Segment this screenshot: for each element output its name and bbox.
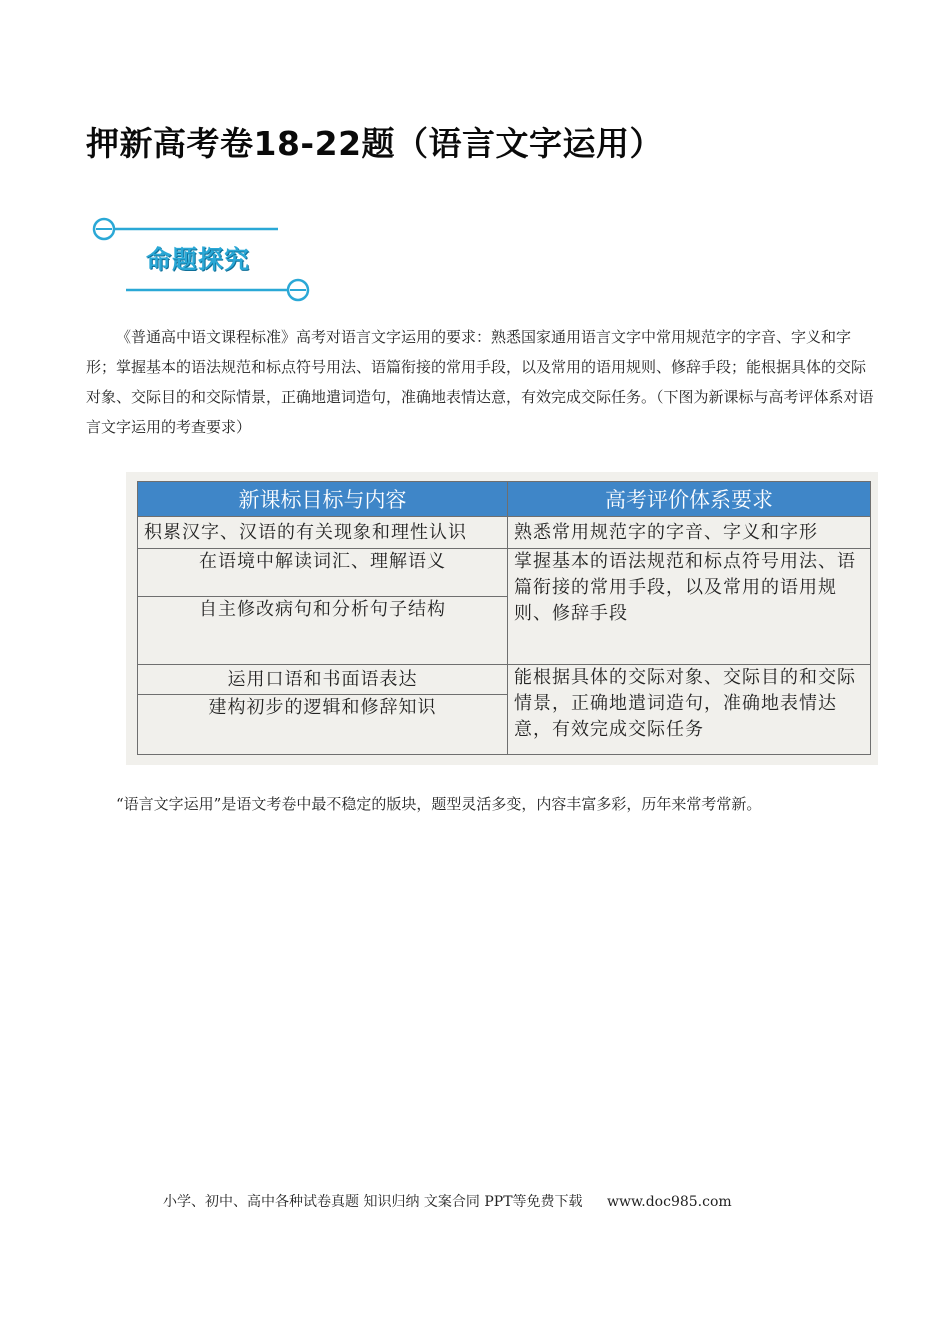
table-header-left: 新课标目标与内容 xyxy=(138,482,508,517)
table-cell: 积累汉字、汉语的有关现象和理性认识 xyxy=(138,517,508,549)
intro-paragraph: 《普通高中语文课程标准》高考对语言文字运用的要求：熟悉国家通用语言文字中常用规范字的字音、字义和字形；掌握基本的语法规范和标点符号用法、语篇衔接的常用手段，以及常用的语用规则、修辞手段；能根据具体的交际对象、交际目的和交际情景，正确地遣词造句，准确地表情达意，有效完成交际任务。（下图为新课标与高考评体系对语言文字运用的考查要求） xyxy=(86,328,874,436)
requirements-table-image xyxy=(126,472,878,765)
requirements-table xyxy=(137,481,871,755)
table-cell: 运用口语和书面语表达 xyxy=(138,665,508,695)
badge-label: 命题探究 xyxy=(146,245,251,274)
page-title: 押新高考卷18-22题（语言文字运用） xyxy=(86,124,664,163)
table-cell: 能根据具体的交际对象、交际目的和交际情景，正确地遣词造句，准确地表情达意，有效完成交际任务 xyxy=(508,665,871,755)
table-cell: 自主修改病句和分析句子结构 xyxy=(138,597,508,665)
table-cell: 建构初步的逻辑和修辞知识 xyxy=(138,695,508,755)
table-cell: 熟悉常用规范字的字音、字义和字形 xyxy=(508,517,871,549)
table-row xyxy=(138,517,871,549)
table-header-row xyxy=(138,482,871,517)
closing-paragraph: “语言文字运用”是语文考卷中最不稳定的版块，题型灵活多变，内容丰富多彩，历年来常考常新。 xyxy=(116,795,762,813)
section-badge xyxy=(90,210,320,306)
table-cell: 掌握基本的语法规范和标点符号用法、语篇衔接的常用手段，以及常用的语用规则、修辞手段 xyxy=(508,549,871,665)
footer-url[interactable]: www.doc985.com xyxy=(606,1194,732,1210)
table-cell: 在语境中解读词汇、理解语义 xyxy=(138,549,508,597)
table-row xyxy=(138,665,871,695)
footer-text: 小学、初中、高中各种试卷真题 知识归纳 文案合同 PPT等免费下载 xyxy=(163,1194,583,1210)
table-row xyxy=(138,549,871,597)
footer xyxy=(163,1191,732,1211)
table-header-right: 高考评价体系要求 xyxy=(508,482,871,517)
